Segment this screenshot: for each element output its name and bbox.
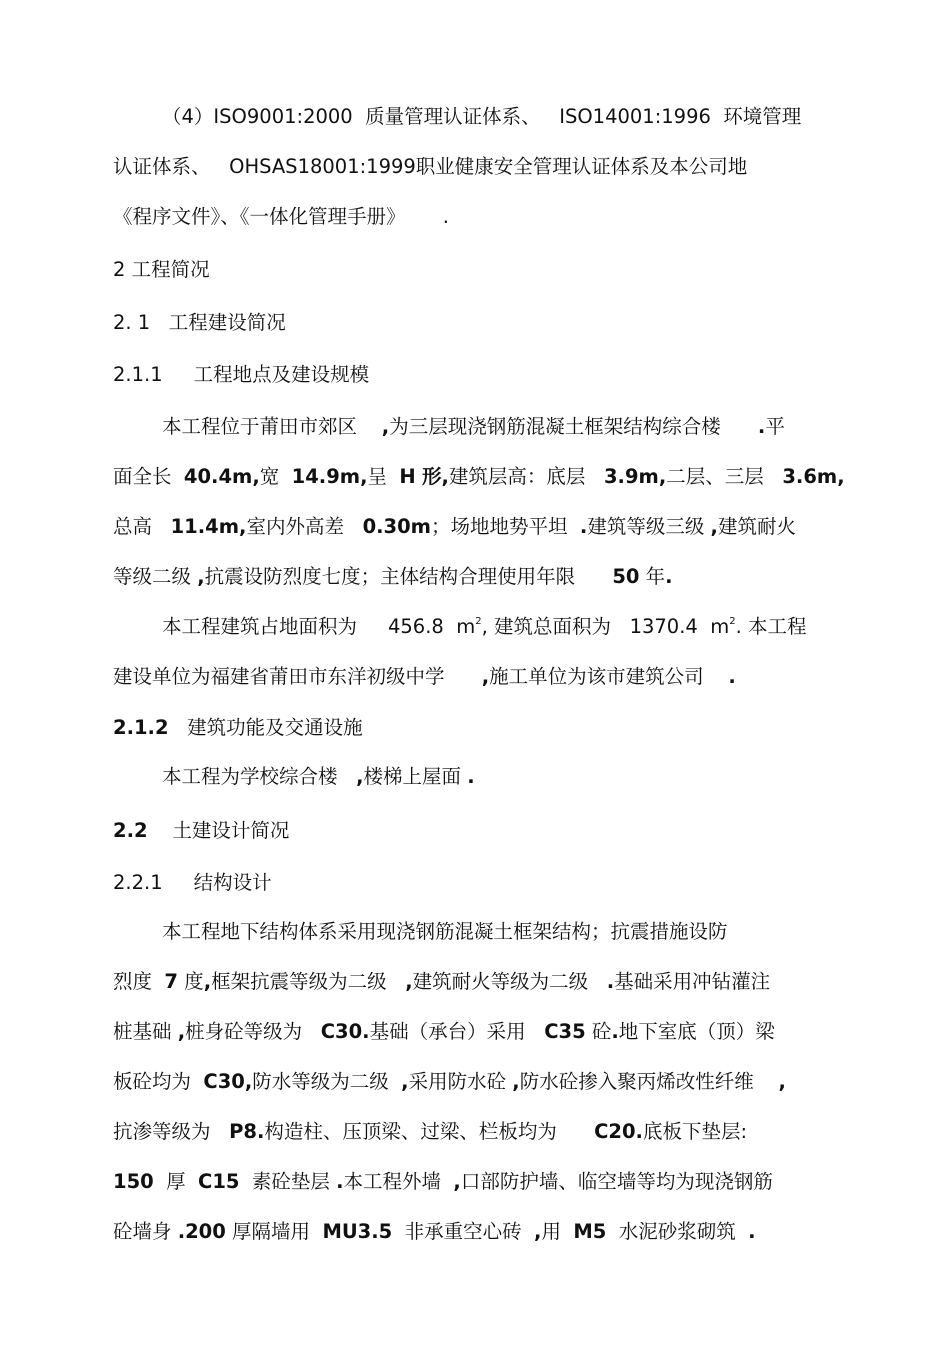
reference-documents: [113, 207, 449, 227]
bold-text: 40.4m,: [183, 465, 260, 488]
bold-text: ,: [197, 565, 205, 588]
para-structure-5: [113, 1122, 747, 1142]
reference-continued: [113, 157, 747, 177]
text-run: 本工程建筑占地面积为 456.8 m: [162, 615, 476, 638]
text-run: 《程序文件》、《一体化管理手册》 .: [113, 205, 449, 228]
text-run: 呈: [367, 465, 400, 488]
text-run: 2.2.1 结构设计: [113, 871, 272, 894]
text-run: 基础（承台）采用: [369, 1020, 545, 1043]
text-run: 防水等级为二级: [252, 1070, 402, 1093]
bold-text: .: [579, 515, 588, 538]
bold-text: .200: [177, 1220, 226, 1243]
text-run: 地下室底（顶）梁: [618, 1020, 775, 1043]
text-run: 土建设计简况: [147, 819, 290, 842]
para-structure-2: [113, 972, 770, 992]
text-run: 厚隔墙用: [225, 1220, 323, 1243]
text-run: 基础采用冲钻灌注: [614, 970, 771, 993]
bold-text: 14.9m,: [291, 465, 368, 488]
text-run: 施工单位为该市建筑公司: [489, 665, 729, 688]
bold-text: .: [611, 1020, 619, 1043]
text-run: 面全长: [113, 465, 184, 488]
para-structure-7: [113, 1222, 756, 1242]
bold-text: ,: [177, 1020, 186, 1043]
text-run: 构造柱、压顶梁、过梁、栏板均为: [264, 1120, 595, 1143]
text-run: ；场地地势平坦: [431, 515, 580, 538]
bold-text: .: [728, 665, 736, 688]
bold-text: .: [757, 415, 766, 438]
bold-text: 形,: [421, 465, 449, 488]
bold-text: MU3.5: [322, 1220, 393, 1243]
section-2-2-1-heading: [113, 873, 272, 893]
bold-text: ,: [405, 970, 413, 993]
text-run: 建设单位为福建省莆田市东洋初级中学: [113, 665, 482, 688]
text-run: 水泥砂浆砌筑: [606, 1220, 749, 1243]
para-structure-3: [113, 1022, 775, 1042]
bold-text: 50: [612, 565, 640, 588]
text-run: 总高: [113, 515, 171, 538]
bold-text: ,: [381, 415, 390, 438]
bold-text: C30.: [320, 1020, 370, 1043]
bold-text: .: [336, 1170, 344, 1193]
text-run: 建筑功能及交通设施: [168, 716, 363, 739]
bold-text: 3.9m,: [603, 465, 667, 488]
text-run: 二层、三层: [666, 465, 783, 488]
bold-text: ,: [534, 1220, 542, 1243]
bold-text: 0.30m: [362, 515, 431, 538]
bold-text: C20.: [594, 1120, 643, 1143]
text-run: 建筑等级三级: [587, 515, 711, 538]
text-run: 砼墙身: [113, 1220, 178, 1243]
bold-text: 2.1.2: [113, 716, 169, 739]
text-run: 采用防水砼: [408, 1070, 513, 1093]
text-run: 桩基础: [113, 1020, 178, 1043]
text-run: 认证体系、 OHSAS18001:1999职业健康安全管理认证体系及本公司地: [113, 155, 748, 178]
bold-text: ,: [203, 970, 212, 993]
bold-text: ,: [453, 1170, 461, 1193]
para-structure-4: [113, 1072, 786, 1092]
superscript: 2: [475, 616, 482, 627]
text-run: 等级二级: [113, 565, 198, 588]
bold-text: .: [606, 970, 615, 993]
text-run: 建筑层高：底层: [448, 465, 604, 488]
para-area-1: [162, 617, 807, 637]
bold-text: ,: [778, 1070, 786, 1093]
bold-text: H: [399, 465, 416, 488]
bold-text: C15: [198, 1170, 240, 1193]
bold-text: .: [748, 1220, 756, 1243]
text-run: 桩身砼等级为: [185, 1020, 321, 1043]
text-run: 平: [765, 415, 785, 438]
text-run: 室内外高差: [246, 515, 363, 538]
text-run: 建筑耐火: [717, 515, 796, 538]
bold-text: C35: [544, 1020, 586, 1043]
text-run: 建筑耐火等级为二级: [412, 970, 607, 993]
reference-item-4: [162, 107, 801, 127]
para-location-2: [113, 467, 845, 487]
text-run: 楼梯上屋面: [363, 765, 468, 788]
text-run: 2 工程简况: [113, 258, 210, 281]
text-run: 板砼均为: [113, 1070, 204, 1093]
bold-text: ,: [356, 765, 364, 788]
bold-text: 150: [113, 1170, 154, 1193]
text-run: 底板下垫层:: [642, 1120, 748, 1143]
bold-text: ,: [512, 1070, 520, 1093]
section-2-1-2-heading: [113, 718, 363, 738]
bold-text: ,: [710, 515, 718, 538]
text-run: 素砼垫层: [239, 1170, 337, 1193]
bold-text: .: [467, 765, 475, 788]
bold-text: C30,: [203, 1070, 253, 1093]
para-structure-6: [113, 1172, 773, 1192]
para-area-2: [113, 667, 736, 687]
section-2-1-1-heading: [113, 365, 369, 385]
bold-text: P8.: [229, 1120, 265, 1143]
text-run: 非承重空心砖: [392, 1220, 535, 1243]
text-run: 框架抗震等级为二级: [211, 970, 406, 993]
text-run: 年: [639, 565, 666, 588]
section-2-2-heading: [113, 821, 289, 841]
para-function: [162, 767, 475, 787]
bold-text: M5: [573, 1220, 607, 1243]
text-run: 本工程为学校综合楼: [162, 765, 357, 788]
text-run: 本工程地下结构体系采用现浇钢筋混凝土框架结构；抗震措施设防: [162, 920, 728, 943]
superscript: 2: [729, 616, 736, 627]
section-2-heading: [113, 260, 210, 280]
para-location-3: [113, 517, 796, 537]
text-run: 烈度: [113, 970, 165, 993]
text-run: , 建筑总面积为 1370.4 m: [481, 615, 730, 638]
bold-text: ,: [401, 1070, 409, 1093]
text-run: 厚: [153, 1170, 199, 1193]
text-run: 度: [177, 970, 204, 993]
section-2-1-heading: [113, 313, 286, 333]
text-run: . 本工程: [735, 615, 807, 638]
bold-text: 3.6m,: [782, 465, 845, 488]
text-run: 口部防护墙、临空墙等均为现浇钢筋: [460, 1170, 773, 1193]
text-run: 为三层现浇钢筋混凝土框架结构综合楼: [389, 415, 758, 438]
para-location-4: [113, 567, 673, 587]
text-run: 抗渗等级为: [113, 1120, 230, 1143]
para-structure-1: [162, 922, 728, 942]
text-run: 抗震设防烈度七度；主体结构合理使用年限: [204, 565, 613, 588]
text-run: （4）ISO9001:2000 质量管理认证体系、 ISO14001:1996 环境管理: [162, 105, 802, 128]
para-location-1: [162, 417, 785, 437]
text-run: 本工程位于莆田市郊区: [162, 415, 382, 438]
text-run: 本工程外墙: [343, 1170, 454, 1193]
bold-text: 7: [164, 970, 178, 993]
text-run: 砼: [585, 1020, 612, 1043]
text-run: 2.1.1 工程地点及建设规模: [113, 363, 370, 386]
bold-text: .: [665, 565, 673, 588]
text-run: 宽: [259, 465, 292, 488]
text-run: 防水砼掺入聚丙烯改性纤维: [519, 1070, 779, 1093]
text-run: 用: [541, 1220, 574, 1243]
bold-text: 2.2: [113, 819, 148, 842]
bold-text: 11.4m,: [170, 515, 247, 538]
bold-text: ,: [481, 665, 490, 688]
text-run: 2. 1 工程建设简况: [113, 311, 286, 334]
